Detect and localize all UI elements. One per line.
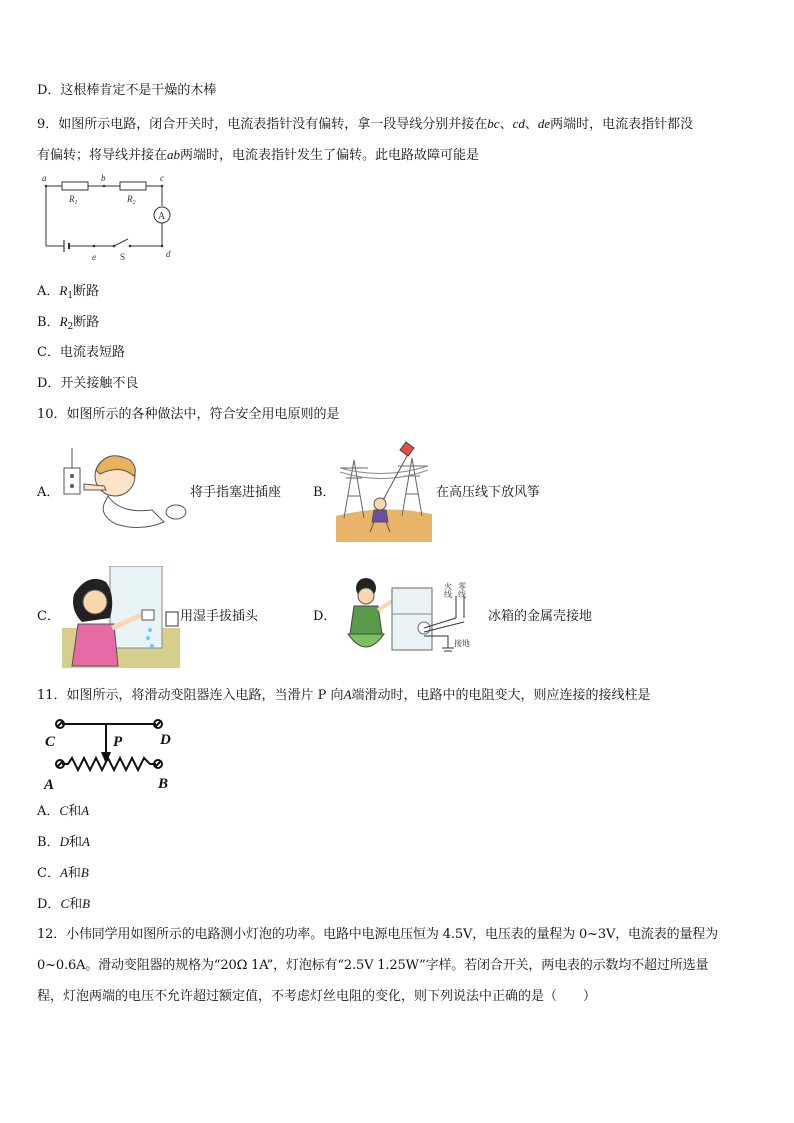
q10-image-wet-hand-unplug bbox=[62, 566, 180, 668]
q10-option-d-label: D． bbox=[313, 609, 337, 624]
q8-option-d: D．这根棒肯定不是干燥的木棒 bbox=[37, 83, 217, 98]
q9-circuit-diagram bbox=[38, 172, 180, 264]
fig-neutral-wire-label: 零线 bbox=[457, 582, 467, 598]
switch-label: S bbox=[120, 252, 126, 262]
q12-stem-line1: 12．小伟同学用如图所示的电路测小灯泡的功率。电路中电源电压恒为 4.5V，电压表的量程为 0~3V，电流表的量程为 bbox=[37, 927, 718, 942]
q11-option-d: D．C和B bbox=[37, 896, 91, 912]
node-b-label: b bbox=[101, 173, 106, 183]
q9-option-b: B．$R_2$断路 bbox=[37, 314, 100, 332]
node-d-label: d bbox=[166, 249, 171, 259]
q11-rheostat-diagram bbox=[40, 712, 180, 792]
terminal-d-label: D bbox=[160, 732, 171, 748]
node-e-label: e bbox=[92, 252, 96, 262]
fig-ground-label: 接地 bbox=[454, 639, 470, 648]
fig-live-wire-label: 火线 bbox=[443, 582, 453, 598]
q10-option-c-caption: 用湿手拔插头 bbox=[180, 609, 259, 624]
terminal-a-label: A bbox=[44, 777, 55, 792]
q10-option-b-caption: 在高压线下放风筝 bbox=[436, 485, 541, 500]
ammeter-label: A bbox=[158, 211, 166, 222]
q9-stem-line1: 9．如图所示电路，闭合开关时，电流表指针没有偏转，拿一段导线分别并接在bc、cd、de两端时，电流表指针都没 bbox=[37, 116, 694, 132]
q10-image-finger-in-socket bbox=[60, 440, 188, 532]
node-c-label: c bbox=[160, 173, 164, 183]
q11-option-c: C．A和B bbox=[37, 865, 89, 881]
q9-stem-line2: 有偏转；将导线并接在ab两端时，电流表指针发生了偏转。此电路故障可能是 bbox=[37, 147, 480, 163]
slider-p-label: P bbox=[113, 734, 123, 750]
r2-label: $R_2$ bbox=[127, 194, 136, 206]
q11-option-b: B．D和A bbox=[37, 834, 90, 850]
terminal-c-label: C bbox=[45, 734, 56, 750]
q9-option-d: D．开关接触不良 bbox=[37, 376, 139, 391]
q9-option-c: C．电流表短路 bbox=[37, 345, 125, 360]
node-a-label: a bbox=[42, 173, 47, 183]
q12-stem-line3: 程，灯泡两端的电压不允许超过额定值，不考虑灯丝电阻的变化，则下列说法中正确的是（ ） bbox=[37, 989, 597, 1004]
q10-image-kite-under-power-line bbox=[336, 438, 432, 542]
q10-option-d-caption: 冰箱的金属壳接地 bbox=[488, 609, 593, 624]
terminal-b-label: B bbox=[158, 776, 169, 792]
q11-stem: 11．如图所示，将滑动变阻器连入电路，当滑片 P 向A端滑动时，电路中的电阻变大，则应连接的接线柱是 bbox=[37, 687, 651, 703]
q10-option-b-label: B． bbox=[313, 485, 336, 500]
q10-option-a-label: A． bbox=[37, 485, 60, 500]
q9-option-a: A．$R_1$断路 bbox=[37, 283, 100, 301]
q10-image-fridge-grounded bbox=[338, 574, 488, 660]
q10-stem: 10．如图所示的各种做法中，符合安全用电原则的是 bbox=[37, 407, 340, 422]
q10-option-c-label: C． bbox=[37, 609, 60, 624]
q12-stem-line2: 0~0.6A。滑动变阻器的规格为“20Ω 1A”，灯泡标有“2.5V 1.25W”字样。若闭合开关，两电表的示数均不超过所选量 bbox=[37, 958, 709, 973]
r1-label: $R_1$ bbox=[69, 194, 78, 206]
q10-option-a-caption: 将手指塞进插座 bbox=[190, 485, 282, 500]
q11-option-a: A．C和A bbox=[37, 803, 90, 819]
